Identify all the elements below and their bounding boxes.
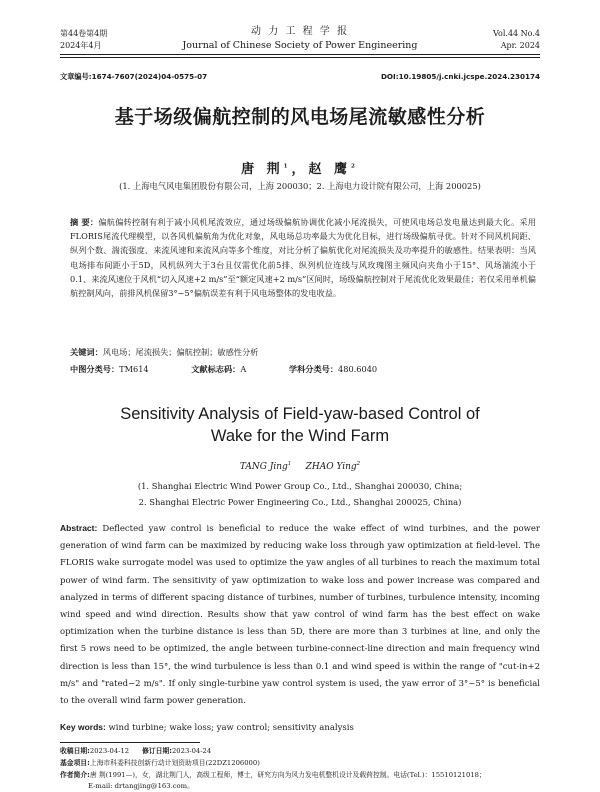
authors-en bbox=[0, 461, 600, 472]
author1-en-affil: 1 bbox=[287, 461, 292, 467]
keywords-en bbox=[60, 722, 540, 733]
abstract-cn bbox=[70, 215, 536, 300]
title-cn: 基于场级偏航控制的风电场尾流敏感性分析 bbox=[114, 106, 486, 128]
author1-en: TANG Jing bbox=[239, 462, 288, 472]
authors-cn bbox=[0, 158, 600, 177]
header-rule bbox=[60, 54, 540, 55]
date-cn: 2024年4月 bbox=[60, 41, 102, 50]
classification-cn bbox=[70, 364, 536, 375]
journal-name-en: Journal of Chinese Society of Power Engineering bbox=[182, 40, 418, 51]
affiliation-cn: (1. 上海电气风电集团股份有限公司，上海 200030；2. 上海电力设计院有限公司，上海 200025) bbox=[119, 181, 481, 191]
author2-cn-affil: 2 bbox=[351, 163, 359, 170]
received-label: 收稿日期: bbox=[60, 747, 90, 755]
doc-code-label: 文献标志码： bbox=[191, 364, 241, 374]
fund-label: 基金项目: bbox=[60, 759, 90, 767]
clc-label: 中图分类号： bbox=[70, 364, 120, 374]
abstract-en-text: Deflected yaw control is beneficial to reduce the wake effect of wind turbines, and the power generation of wind farm can be maximized by reducing wake loss through yaw optimization at field-level. The FLORIS wake surrogate model was used to optimize the yaw angles of all turbines to reach the maximum total power of wind farm. The sensitivity of yaw optimization to wake loss and power increase was compared and analyzed in terms of different spacing distance of turbines, number of turbines, turbulence intensity, incoming wind speed and wind direction. Results show that yaw control of wind farm has the best effect on wake optimization when the turbine distance is less than 5D, there are more than 3 turbines at line, and only the first 5 rows need to be optimized, the angle between turbine-connect-line direction and main frequency wind direction is less than 15°, the wind turbulence is less than 0.1 and wind speed is within the range of "cut-in+2 m/s" and "rated−2 m/s". If only single-turbine yaw control system is used, the yaw error of 3°~5° is beneficial to the overall wind farm power generation. bbox=[60, 524, 541, 707]
author1-cn: 唐 荆 bbox=[241, 162, 284, 177]
date-en: Apr. 2024 bbox=[500, 41, 540, 50]
abstract-cn-label: 摘 要： bbox=[70, 217, 99, 227]
author-separator: ， bbox=[291, 162, 309, 177]
title-en bbox=[0, 403, 600, 447]
revised-label: 修订日期: bbox=[142, 747, 172, 755]
keywords-cn-text: 风电场；尾流损失；偏航控制；敏感性分析 bbox=[102, 347, 259, 357]
volume-issue-cn: 第44卷第4期 bbox=[60, 29, 108, 38]
author2-en-affil: 2 bbox=[356, 461, 361, 467]
footnote-rule bbox=[60, 742, 200, 743]
revised-date: 2023-04-24 bbox=[171, 747, 212, 755]
title-en-line2: Wake for the Wind Farm bbox=[210, 427, 390, 445]
subject-code-label: 学科分类号： bbox=[288, 364, 339, 374]
author1-cn-affil: 1 bbox=[283, 163, 292, 170]
subject-code-value: 480.6040 bbox=[338, 364, 378, 374]
author2-cn: 赵 鹰 bbox=[308, 162, 352, 177]
footer-fund bbox=[60, 757, 540, 769]
keywords-en-text: wind turbine; wake loss; yaw control; sensitivity analysis bbox=[108, 723, 354, 733]
header-rule-thin bbox=[60, 57, 540, 58]
bio-text: 唐 荆(1991—)，女，湖北荆门人，高级工程师，博士，研究方向为风力发电机整机设计及载荷控制。电话(Tel.)：15510121018； bbox=[89, 771, 486, 779]
doi: DOI:10.19805/j.cnki.jcspe.2024.230174 bbox=[380, 72, 540, 81]
journal-name-cn: 动 力 工 程 学 报 bbox=[251, 26, 349, 37]
keywords-cn-label: 关键词： bbox=[70, 347, 103, 357]
footer-dates bbox=[60, 745, 540, 757]
clc-value: TM614 bbox=[119, 364, 149, 374]
affiliation-en bbox=[0, 478, 600, 510]
affiliation-en-2: 2. Shanghai Electric Power Engineering Co., Ltd., Shanghai 200025, China) bbox=[138, 497, 462, 507]
abstract-en-label: Abstract: bbox=[60, 523, 98, 533]
abstract-cn-text: 偏航偏转控制有利于减小风机尾流效应，通过场级偏航协调优化减小尾流损失，可使风电场总发电量达到最大化。采用FLORIS尾流代理模型，以各风机偏航角为优化对象，风电场总功率最大为优化目标，进行场级偏航寻优。针对不同风机间距、纵列个数、湍流强度、来流风速和来流风向等多个维度，对比分析了偏航优化对尾流损失及功率提升的敏感性。结果表明：当风电场排布间距小于5D，风机纵列大于3台且仅需优化前5排、纵列机位连线与风玫瑰图主频风向夹角小于15°、风场湍流小于0.1、来流风速位于风机“切入风速+2 m/s”至“额定风速+2 m/s”区间时，场级偏航控制对于尾流优化效果最佳；若仅采用单机偏航控制风向，前排风机保留3°~5°偏航误差有利于风电场整体的发电收益。 bbox=[70, 217, 536, 299]
received-date: 2023-04-12 bbox=[89, 747, 130, 755]
author-email: E-mail: drtangjing@163.com。 bbox=[88, 782, 194, 790]
article-number: 文章编号:1674-7607(2024)04-0575-07 bbox=[60, 72, 208, 81]
bio-label: 作者简介: bbox=[60, 771, 90, 779]
title-en-line1: Sensitivity Analysis of Field-yaw-based Control of bbox=[120, 405, 480, 423]
doc-code-value: A bbox=[240, 364, 247, 374]
volume-issue-en: Vol.44 No.4 bbox=[493, 29, 540, 38]
keywords-cn bbox=[70, 347, 536, 358]
abstract-en bbox=[60, 520, 540, 710]
fund-text: 上海市科委科技创新行动计划资助项目(22DZ1206000) bbox=[89, 759, 260, 767]
affiliation-en-1: (1. Shanghai Electric Wind Power Group Co., Ltd., Shanghai 200030, China; bbox=[137, 481, 463, 491]
author2-en: ZHAO Ying bbox=[305, 462, 357, 472]
keywords-en-label: Key words: bbox=[60, 722, 106, 732]
